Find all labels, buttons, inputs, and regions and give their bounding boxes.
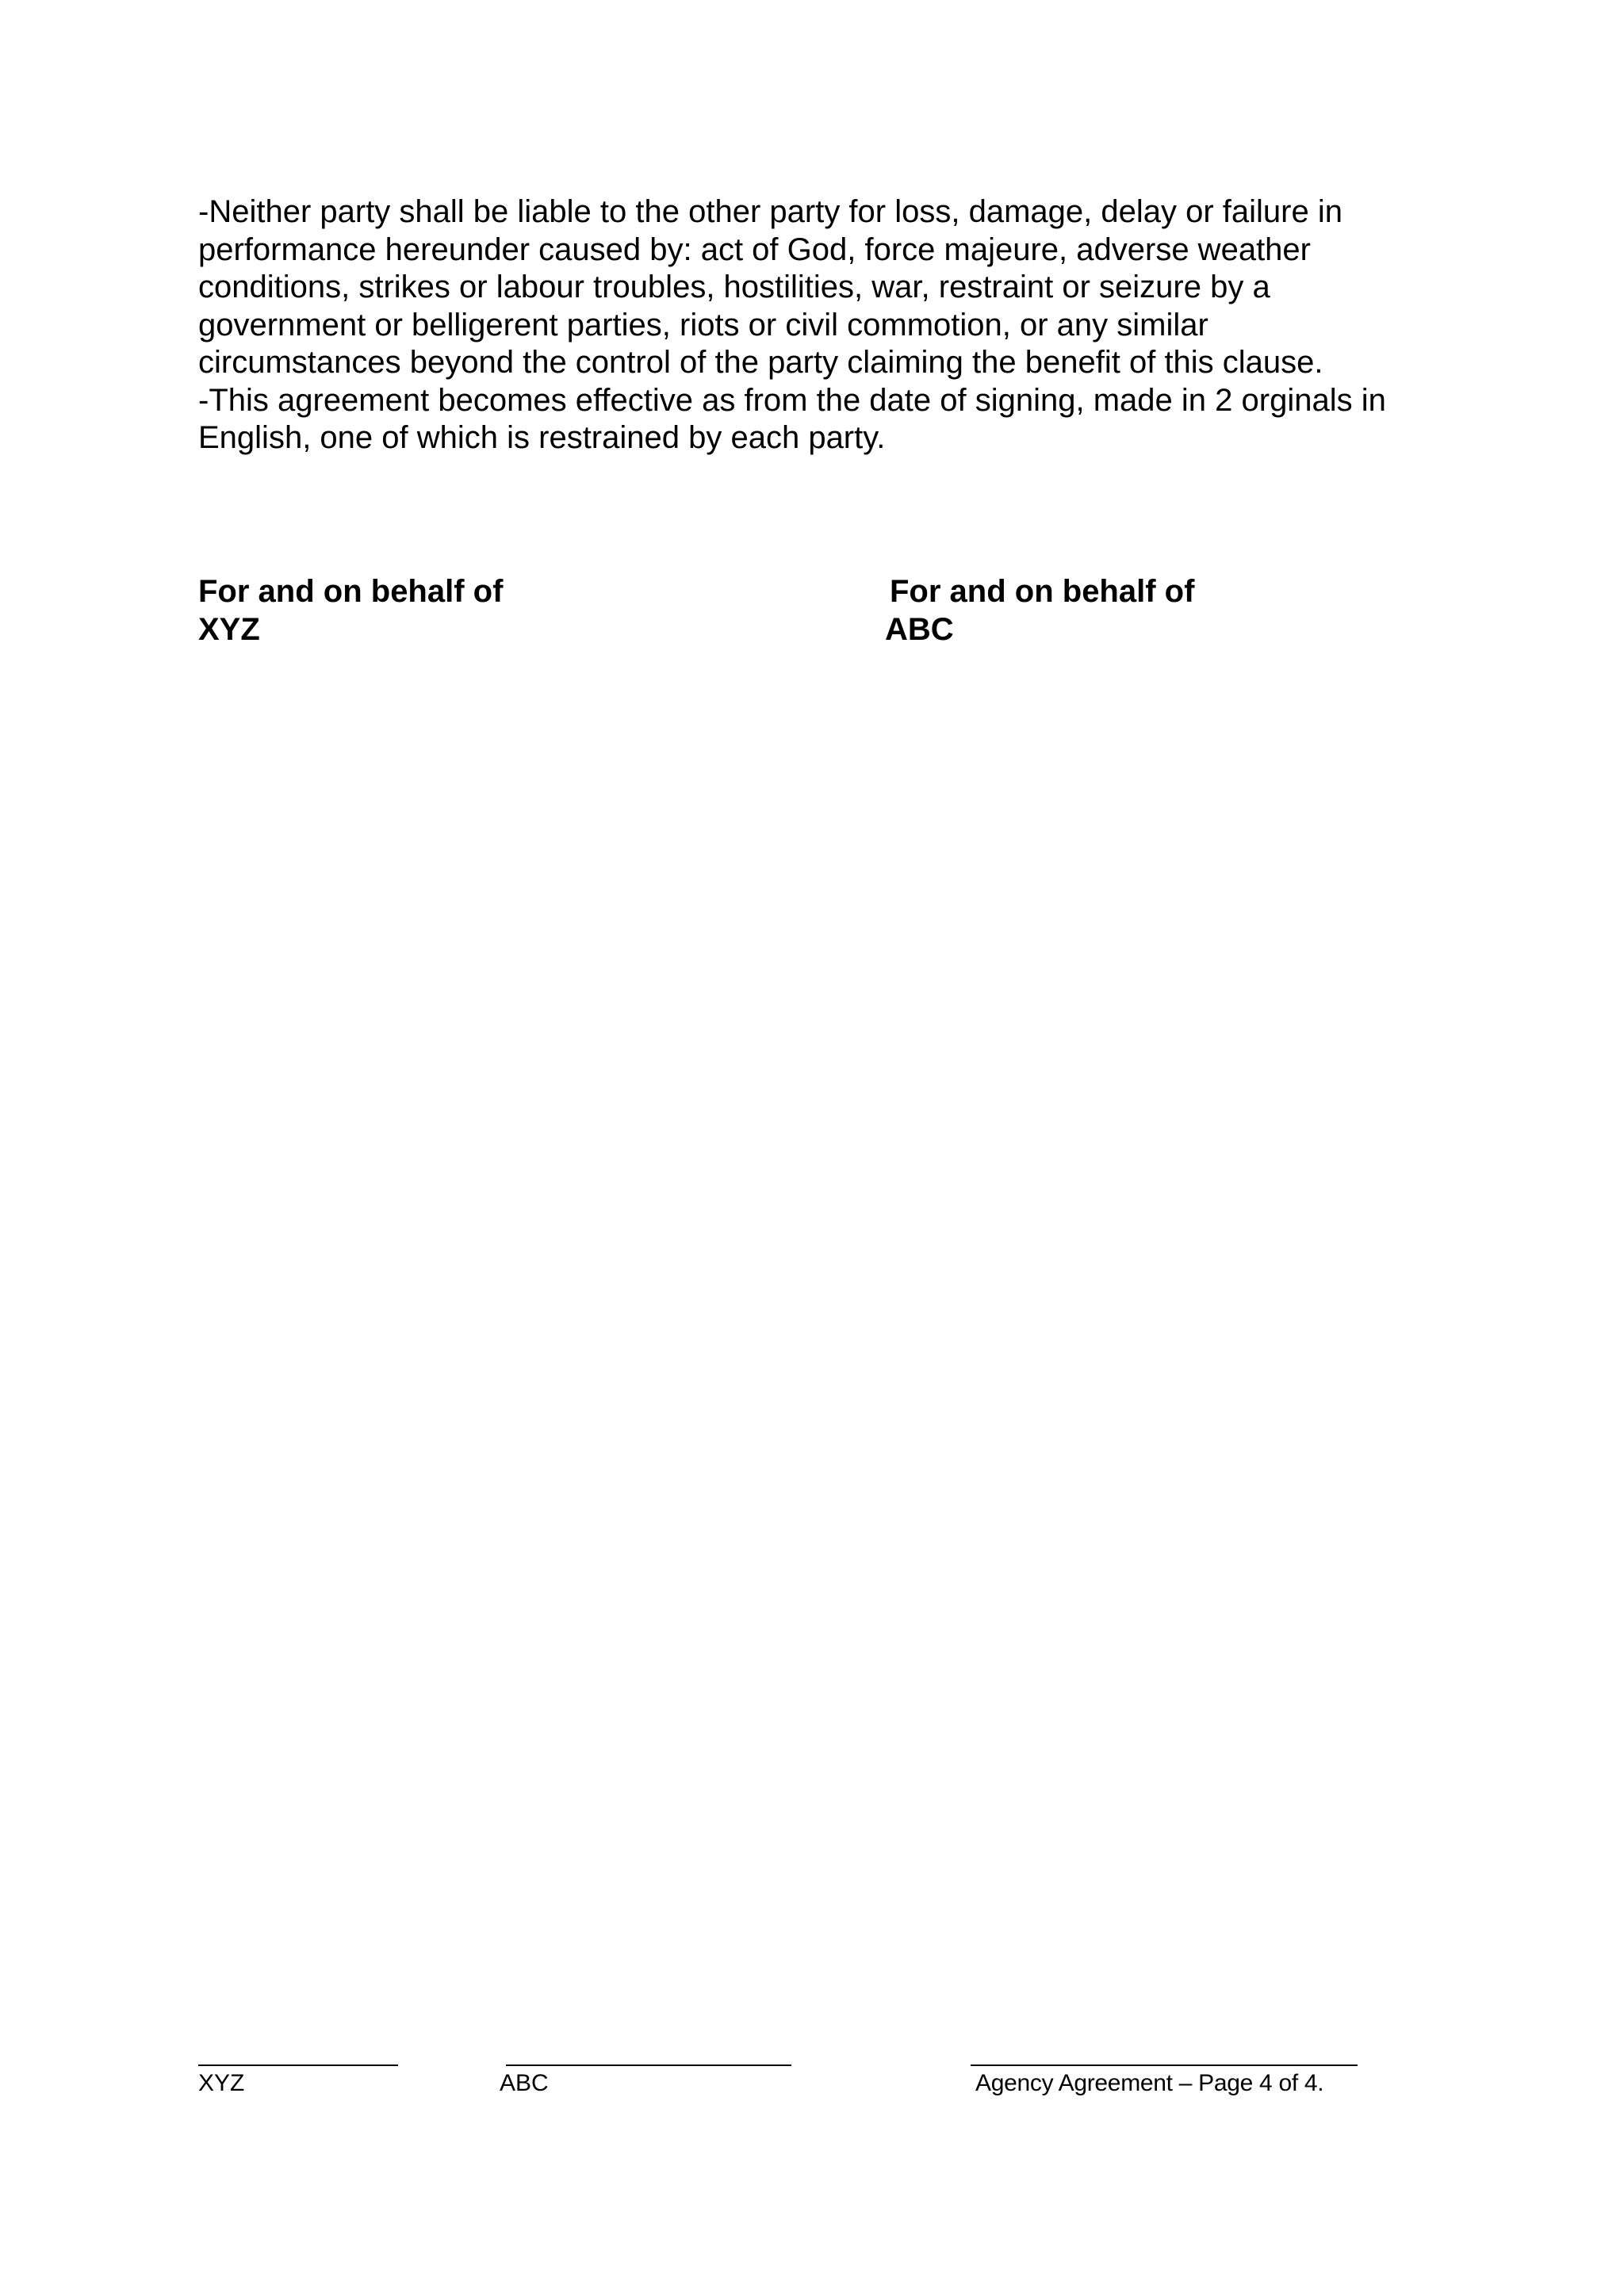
signature-heading: For and on behalf of — [198, 574, 504, 609]
footer-page-number: Agency Agreement – Page 4 of 4. — [975, 2070, 1324, 2096]
signature-party: XYZ — [198, 612, 260, 647]
clause-line: -Neither party shall be liable to the other party for loss, damage, delay or failure in — [198, 194, 1342, 229]
clause-line: English, one of which is restrained by each party. — [198, 420, 886, 455]
clause-text — [198, 193, 1467, 457]
footer-initial-line-middle — [506, 2064, 791, 2066]
footer-initial-line-left — [198, 2064, 398, 2066]
signature-heading: For and on behalf of — [890, 574, 1195, 609]
footer-label-left: XYZ — [198, 2070, 245, 2096]
signature-block-right — [885, 572, 1195, 649]
clause-line: government or belligerent parties, riots or civil commotion, or any similar — [198, 307, 1208, 342]
clause-line: -This agreement becomes effective as from the date of signing, made in 2 orginals in — [198, 382, 1386, 418]
signature-party: ABC — [885, 612, 954, 647]
clause-line: conditions, strikes or labour troubles, hostilities, war, restraint or seizure by a — [198, 270, 1270, 304]
clause-line: performance hereunder caused by: act of God, force majeure, adverse weather — [198, 232, 1311, 267]
signature-block-left — [198, 572, 503, 649]
footer-page-line — [971, 2064, 1358, 2066]
clause-line: circumstances beyond the control of the party claiming the benefit of this clause. — [198, 345, 1323, 380]
footer-label-middle: ABC — [500, 2070, 549, 2096]
